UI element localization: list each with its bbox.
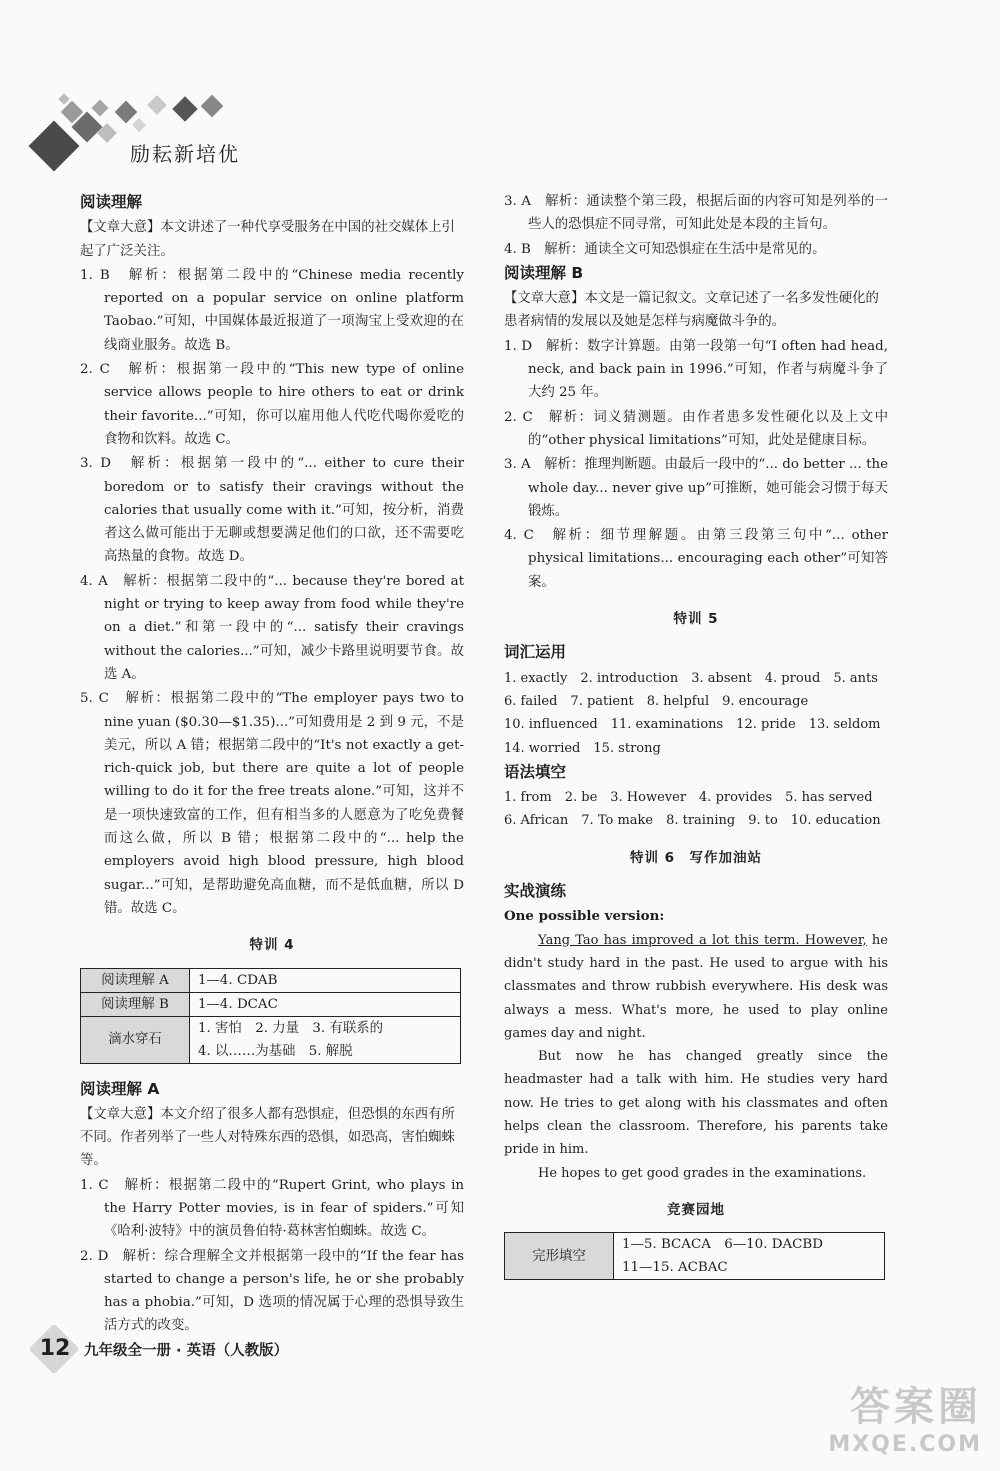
answer-item: 4. B 解析：通读全文可知恐惧症在生活中是常见的。	[504, 241, 826, 257]
table-label: 阅读理解 B	[81, 992, 190, 1016]
answer-table	[80, 968, 461, 1064]
table-value: 11—15. ACBAC	[622, 1260, 728, 1276]
table-value: 1. 害怕 2. 力量 3. 有联系的	[198, 1020, 384, 1036]
book-info: 九年级全一册 · 英语（人教版）	[84, 1343, 289, 1359]
watermark-text: 答案圈	[850, 1384, 982, 1430]
table-row	[81, 1016, 461, 1063]
watermark-url: MXQE.COM	[828, 1432, 982, 1457]
table-value: 1—5. BCACA 6—10. DACBD	[622, 1237, 823, 1253]
table-row	[505, 1233, 885, 1280]
diamond-icon	[115, 101, 138, 124]
answer-line: 6. failed 7. patient 8. helpful 9. encourage	[504, 693, 809, 709]
essay-text: he didn't study hard in the past. He used to argue with his classmates and throw rubbish everywhere. His desk was always a mess. What's more, he used to play online games day and night.	[504, 932, 888, 1041]
answer-item: 3. A 解析：通读整个第三段，根据后面的内容可知是列举的一些人的恐惧症不同寻常，可知此处是本段的主旨句。	[504, 194, 888, 233]
page-number: 12	[39, 1336, 71, 1361]
special-training-title: 特训 4	[249, 937, 295, 954]
table-label: 阅读理解 A	[81, 968, 190, 992]
table-value: 1—4. CDAB	[190, 968, 461, 992]
table-row	[81, 968, 461, 992]
book-series-title: 励耘新培优	[130, 142, 240, 166]
answer-line: 14. worried 15. strong	[504, 740, 661, 756]
answer-item: 4. C 解析：细节理解题。由第三段第三句中“... other physical limitations... encouraging each other”可知答案。	[504, 528, 888, 590]
answer-item: 2. C 解析：根据第一段中的“This new type of online service allows people to hire others to eat or drink their favorite...”可知，你可以雇用他人代吃代喝你爱吃的食物和饮料。故选 C。	[80, 362, 464, 447]
vocab-answers	[504, 667, 888, 760]
diamond-icon	[92, 100, 109, 117]
section-heading: 阅读理解	[80, 193, 143, 211]
special-training-title: 特训 5	[673, 611, 719, 628]
section-heading: 词汇运用	[504, 643, 567, 662]
essay-paragraph	[504, 929, 888, 1045]
watermark	[828, 1375, 982, 1457]
answer-line: 6. African 7. To make 8. training 9. to 10. education	[504, 813, 881, 829]
diamond-icon	[201, 95, 224, 118]
table-row	[81, 992, 461, 1016]
article-summary: 【文章大意】本文是一篇记叙文。文章记述了一名多发性硬化的患者病情的发展以及她是怎样与病魔做斗争的。	[504, 291, 879, 330]
essay-paragraph: But now he has changed greatly since the headmaster had a talk with him. He studies very hard now. He tries to get along with his classmates and often helps clean the classroom. Therefore, his parents take pride in him.	[504, 1049, 888, 1158]
version-label: One possible version:	[504, 908, 665, 925]
diamond-icon	[172, 96, 197, 121]
diamond-icon	[132, 118, 146, 132]
answer-item: 2. C 解析：词义猜测题。由作者患多发性硬化以及上文中的“other physical limitations”可知，此处是健康目标。	[504, 409, 888, 448]
answer-item: 1. B 解析：根据第二段中的“Chinese media recently reported on a popular service on online platform Taobao.”可知，中国媒体最近报道了一项淘宝上受欢迎的在线商业服务。故选 B。	[80, 267, 464, 353]
special-training-title: 特训 6 写作加油站	[629, 849, 763, 866]
essay-paragraph: He hopes to get good grades in the examinations.	[538, 1165, 867, 1181]
section-heading: 阅读理解 A	[80, 1079, 160, 1098]
grammar-answers	[504, 786, 888, 833]
section-heading: 阅读理解 B	[504, 263, 584, 282]
table-value: 1—4. DCAC	[190, 992, 461, 1016]
answer-item: 2. D 解析：综合理解全文并根据第一段中的“If the fear has started to change a person's life, he or she probably has a phobia.”可知，D 选项的情况属于心理的恐惧导致生活方式的改变。	[80, 1248, 464, 1334]
left-column	[80, 190, 464, 1339]
table-value-cell	[190, 1016, 461, 1063]
diamond-icon	[147, 95, 167, 115]
answer-item: 3. D 解析：根据第一段中的“... either to cure their boredom or to satisfy their cravings without the calories that usually come with it.”可知，按分析，消费者这么做可能出于无聊或想要满足他们的口欲，还不需要吃高热量的食物。故选 D。	[80, 456, 464, 565]
answer-item: 3. A 解析：推理判断题。由最后一段中的“... do better ... the whole day... never give up”可推断，她可能会习惯于每天锻炼。	[504, 457, 888, 519]
table-value-cell	[614, 1233, 885, 1280]
cloze-table	[504, 1232, 885, 1280]
article-summary: 【文章大意】本文介绍了很多人都有恐惧症，但恐惧的东西有所不同。作者列举了一些人对特殊东西的恐惧，如恐高，害怕蜘蛛等。	[80, 1106, 455, 1169]
section-heading: 语法填空	[504, 762, 567, 781]
sample-essay	[504, 929, 888, 1185]
answer-line: 1. exactly 2. introduction 3. absent 4. proud 5. ants	[504, 670, 878, 686]
answer-item: 4. A 解析：根据第二段中的“... because they're bored at night or trying to keep away from food while they're on a diet.”和第一段中的“... satisfy their cravings without the calories...”可知，减少卡路里说明要节食。故选 A。	[80, 573, 464, 682]
table-label: 完形填空	[505, 1233, 614, 1280]
table-label: 滴水穿石	[81, 1016, 190, 1063]
answer-item: 1. C 解析：根据第二段中的“Rupert Grint, who plays in the Harry Potter movies, is in fear of spiders.”可知《哈利·波特》中的演员鲁伯特·葛林害怕蜘蛛。故选 C。	[80, 1177, 464, 1240]
right-column	[504, 190, 888, 1294]
answer-line: 1. from 2. be 3. However 4. provides 5. has served	[504, 790, 873, 806]
contest-title: 竞赛园地	[667, 1201, 725, 1218]
table-value: 4. 以……为基础 5. 解脱	[198, 1043, 353, 1059]
essay-underlined-text: Yang Tao has improved a lot this term. However,	[538, 932, 867, 948]
answer-item: 5. C 解析：根据第二段中的“The employer pays two to nine yuan ($0.30—$1.35)...”可知费用是 2 到 9 元，不是美元，所以 A 错；根据第二段中的“It's not exactly a get-rich-quick job, but there are quite a lot of people willing to do it for the free treats alone.”可知，这并不是一项快速致富的工作，但有相当多的人愿意为了吃免费餐而这么做，所以 B 错；根据第二段中的“... help the employers avoid high blood pressure, high blood sugar...”可知，是帮助避免高血糖，而不是低血糖，所以 D 错。故选 C。	[80, 691, 464, 916]
section-heading: 实战演练	[504, 882, 567, 901]
article-summary: 【文章大意】本文讲述了一种代享受服务在中国的社交媒体上引起了广泛关注。	[80, 220, 455, 259]
answer-line: 10. influenced 11. examinations 12. pride 13. seldom	[504, 717, 881, 733]
answer-item: 1. D 解析：数字计算题。由第一段第一句“I often had head, neck, and back pain in 1996.”可知，作者与病魔斗争了大约 25 年。	[504, 338, 888, 401]
